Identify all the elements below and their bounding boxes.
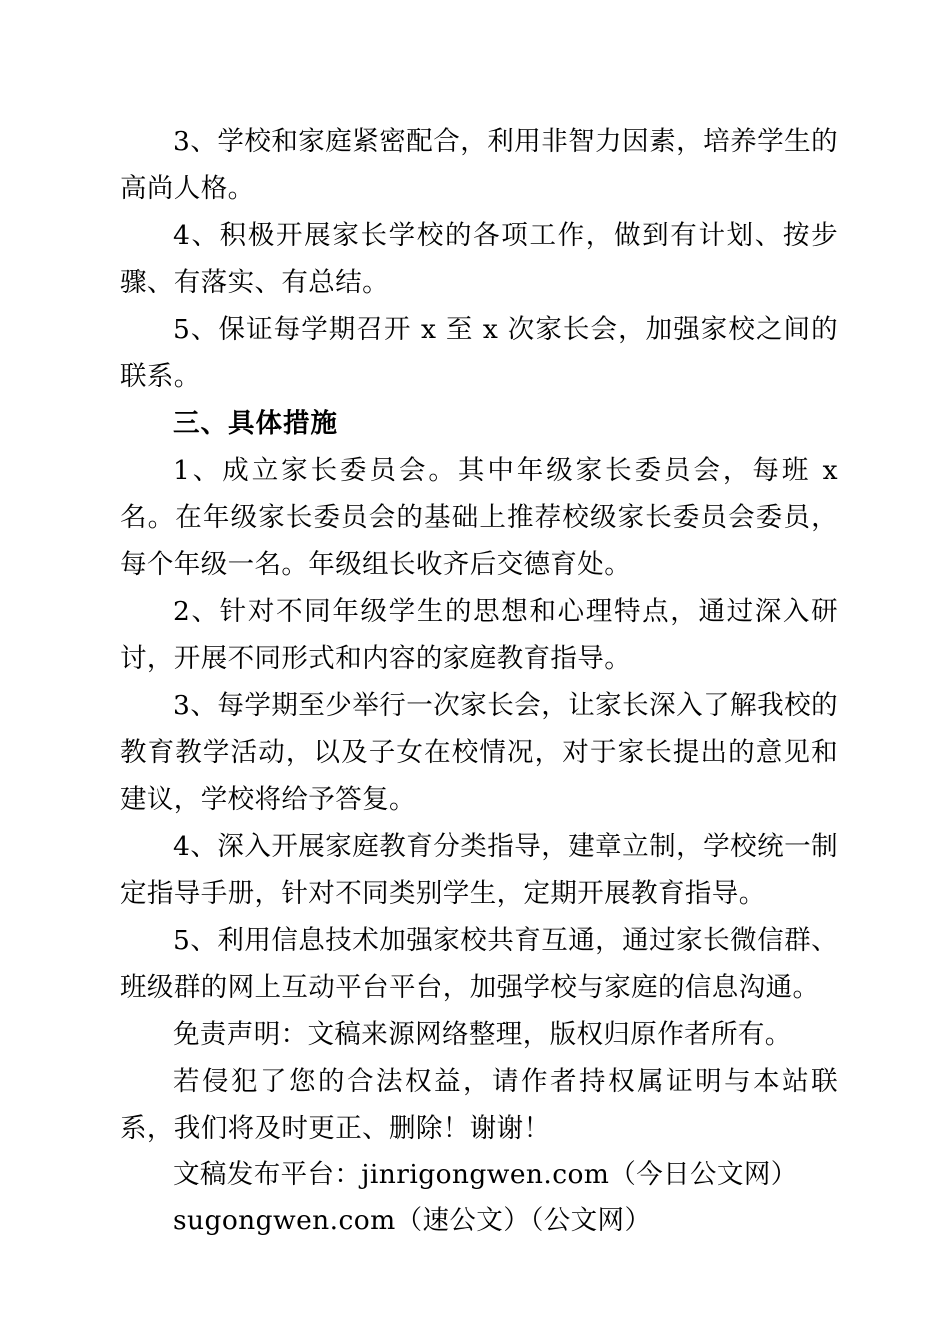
paragraph-measure-1-committee: 1、成立家长委员会。其中年级家长委员会，每班 x 名。在年级家长委员会的基础上推荐校级家长委员会委员，每个年级一名。年级组长收齐后交德育处。 — [120, 455, 838, 580]
paragraph-publish-platform: 文稿发布平台：jinrigongwen.com（今日公文网） — [173, 1159, 798, 1190]
document-body — [120, 118, 838, 1244]
section-heading-three: 三、具体措施 — [173, 408, 338, 439]
paragraph-item-5-parent-meetings: 5、保证每学期召开 x 至 x 次家长会，加强家校之间的联系。 — [120, 314, 838, 392]
paragraph-disclaimer-source: 免责声明：文稿来源网络整理，版权归原作者所有。 — [173, 1019, 792, 1050]
paragraph-item-3-cooperation: 3、学校和家庭紧密配合，利用非智力因素，培养学生的高尚人格。 — [120, 126, 838, 204]
paragraph-measure-2-guidance: 2、针对不同年级学生的思想和心理特点，通过深入研讨，开展不同形式和内容的家庭教育指导。 — [120, 596, 838, 674]
paragraph-measure-4-manual: 4、深入开展家庭教育分类指导，建章立制，学校统一制定指导手册，针对不同类别学生，定期开展教育指导。 — [120, 831, 838, 909]
paragraph-disclaimer-rights: 若侵犯了您的合法权益，请作者持权属证明与本站联系，我们将及时更正、删除！谢谢！ — [120, 1066, 838, 1144]
paragraph-publish-platform-alt: sugongwen.com（速公文）（公文网） — [173, 1205, 652, 1236]
paragraph-measure-3-meeting: 3、每学期至少举行一次家长会，让家长深入了解我校的教育教学活动，以及子女在校情况，对于家长提出的意见和建议，学校将给予答复。 — [120, 690, 838, 815]
paragraph-measure-5-technology: 5、利用信息技术加强家校共育互通，通过家长微信群、班级群的网上互动平台平台，加强学校与家庭的信息沟通。 — [120, 925, 838, 1003]
paragraph-item-4-parent-school-work: 4、积极开展家长学校的各项工作，做到有计划、按步骤、有落实、有总结。 — [120, 220, 838, 298]
